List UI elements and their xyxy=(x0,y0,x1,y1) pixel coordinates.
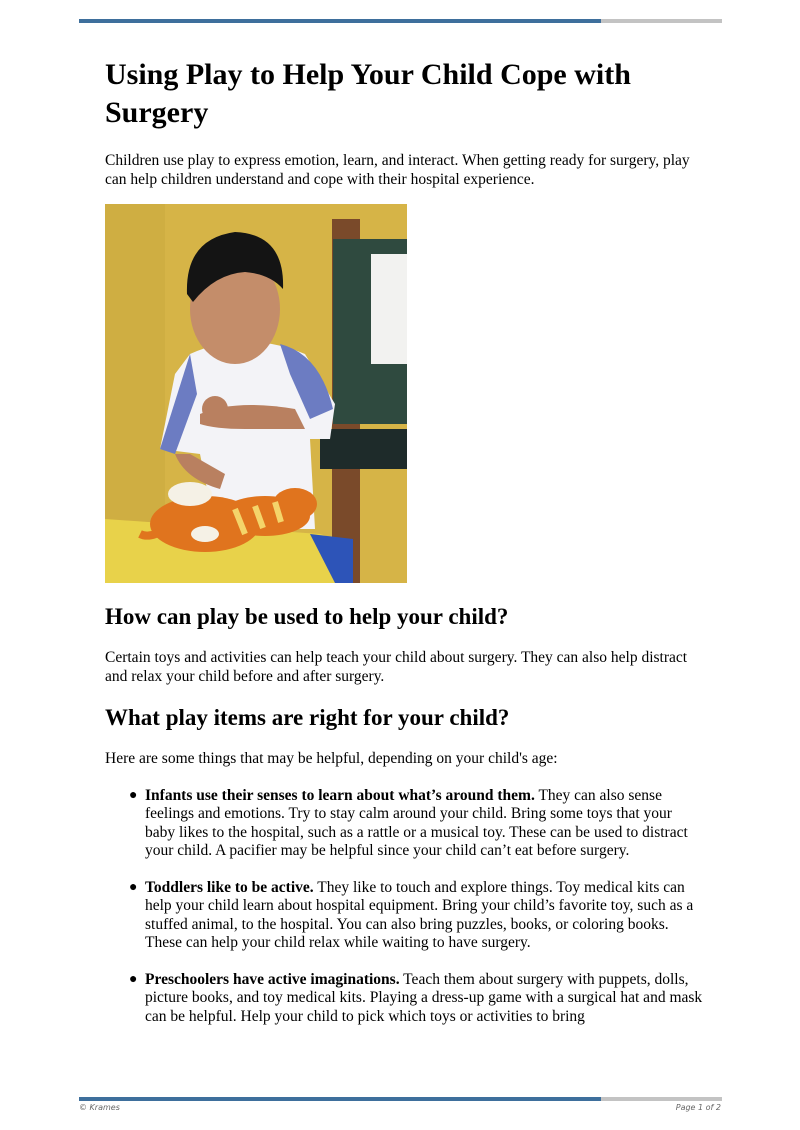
footer-copyright: © Krames xyxy=(79,1103,120,1112)
list-item xyxy=(129,970,705,1027)
list-item-bold: Toddlers like to be active. xyxy=(145,878,314,896)
list-item-bold: Preschoolers have active imaginations. xyxy=(145,970,400,988)
list-item-bold: Infants use their senses to learn about what’s around them. xyxy=(145,786,535,804)
section2-lead: Here are some things that may be helpful, depending on your child's age: xyxy=(105,750,558,767)
footer-page-number: Page 1 of 2 xyxy=(675,1103,721,1112)
top-rule xyxy=(79,19,722,23)
list-item-text: They like to touch and explore things. Toy medical kits can help your child learn about hospital equipment. Bring your child’s favorite toy, such as a stuffed animal, to the hospital. You can also bring puzzles, books, or coloring books. These can help your child relax while waiting to have surgery. xyxy=(145,878,694,951)
bullet-icon: ● xyxy=(129,971,138,987)
page-title: Using Play to Help Your Child Cope with Surgery xyxy=(105,58,631,129)
footer-rule xyxy=(79,1097,722,1101)
age-list xyxy=(105,787,705,1027)
top-rule-gray xyxy=(601,19,722,23)
list-item-text: Teach them about surgery with puppets, dolls, picture books, and toy medical kits. Playing a dress-up game with a surgical hat and mask can be helpful. Help your child to pick which toys or activities to bring xyxy=(145,970,703,1025)
list-item-text: They can also sense feelings and emotions. Try to stay calm around your child. Bring some toys that your baby likes to the hospital, such as a rattle or a musical toy. These can be used to distract your child. A pacifier may be helpful since your child can’t eat before surgery. xyxy=(145,786,688,859)
intro-paragraph: Children use play to express emotion, learn, and interact. When getting ready for surgery, play can help children understand and cope with their hospital experience. xyxy=(105,152,690,188)
top-rule-blue xyxy=(79,19,601,23)
footer-rule-blue xyxy=(79,1097,601,1101)
document-body xyxy=(105,56,705,1044)
footer-rule-gray xyxy=(601,1097,722,1101)
section1-body: Certain toys and activities can help teach your child about surgery. They can also help distract and relax your child before and after surgery. xyxy=(105,649,688,685)
bullet-icon: ● xyxy=(129,879,138,895)
list-item xyxy=(129,878,705,953)
list-item xyxy=(129,786,705,861)
bullet-icon: ● xyxy=(129,787,138,803)
child-playing-photo xyxy=(105,204,407,583)
section1-heading: How can play be used to help your child? xyxy=(105,604,509,629)
section2-heading: What play items are right for your child? xyxy=(105,705,510,730)
